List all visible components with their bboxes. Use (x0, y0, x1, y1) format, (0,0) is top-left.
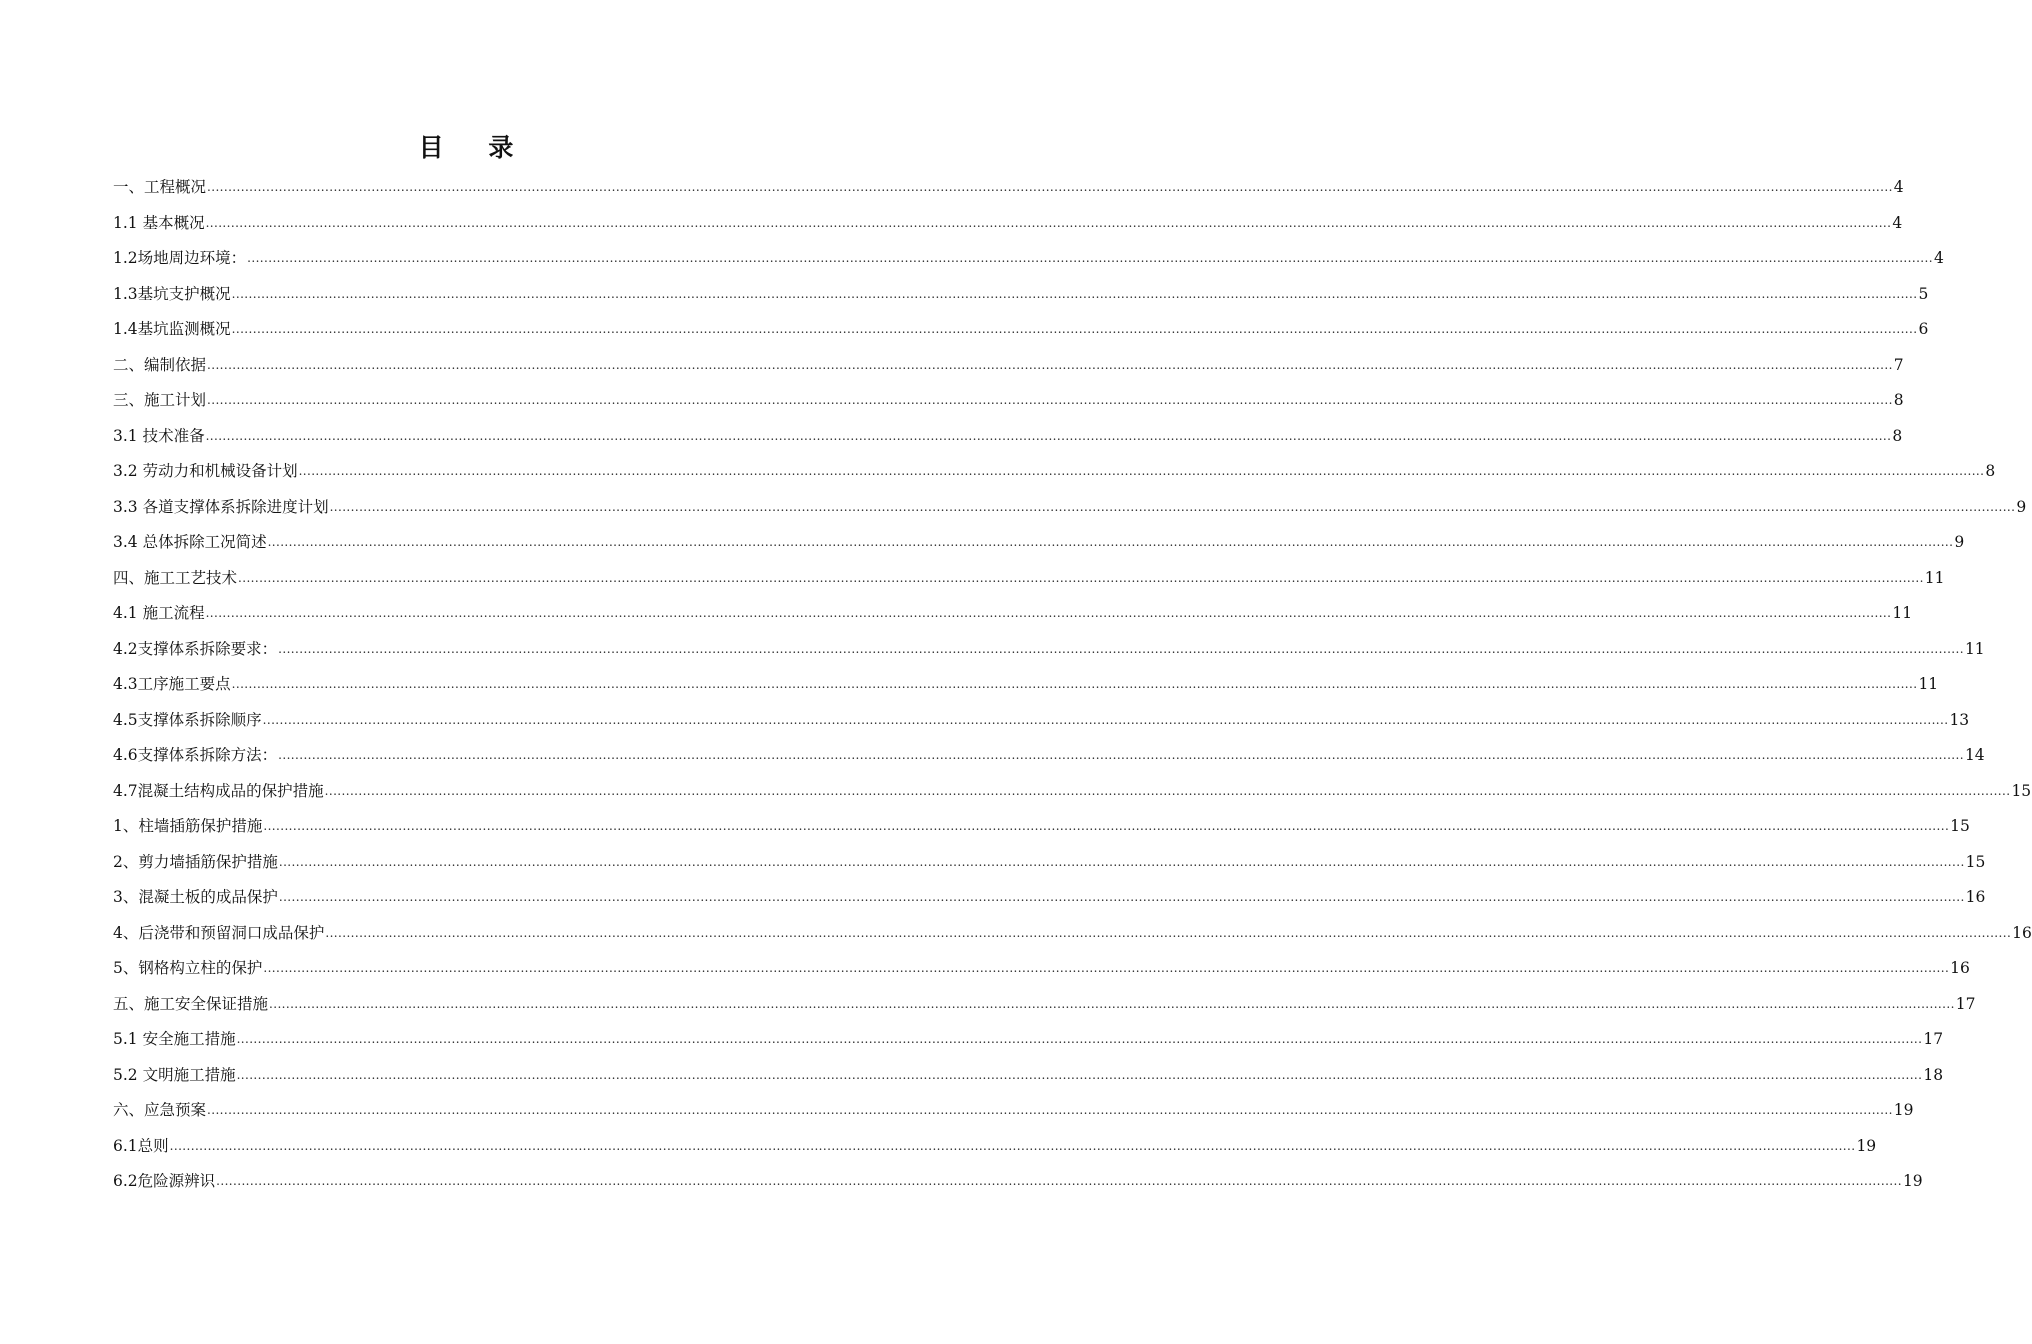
toc-dot-leader: ................................................................................................................................................................................................................................................................................................................................................................................................................ (205, 428, 1892, 443)
toc-dot-leader: ................................................................................................................................................................................................................................................................................................................................................................................................................ (278, 641, 1964, 656)
toc-entry-page-number: 19 (1893, 1101, 1914, 1119)
toc-dot-leader: ................................................................................................................................................................................................................................................................................................................................................................................................................ (278, 890, 1965, 904)
toc-entry-label: 三、施工计划 (113, 391, 207, 409)
toc-entry[interactable] (113, 667, 1939, 703)
toc-entry-page-number: 15 (1965, 852, 1986, 871)
toc-entry-page-number: 17 (1923, 1030, 1944, 1048)
toc-entry-page-number: 11 (1892, 604, 1913, 622)
toc-dot-leader: ................................................................................................................................................................................................................................................................................................................................................................................................................ (205, 215, 1892, 230)
toc-entry[interactable] (113, 1058, 1944, 1094)
toc-entry[interactable] (113, 454, 1996, 490)
toc-entry-page-number: 6 (1918, 320, 1929, 338)
toc-entry[interactable] (113, 809, 1970, 845)
toc-entry-page-number: 4 (1892, 213, 1903, 232)
toc-entry-label: 6.2危险源辨识 (113, 1172, 216, 1190)
toc-dot-leader: ................................................................................................................................................................................................................................................................................................................................................................................................................ (329, 499, 2016, 514)
toc-entry-page-number: 15 (2011, 781, 2032, 800)
toc-entry-label: 4.3工序施工要点 (113, 675, 231, 693)
toc-entry[interactable] (113, 277, 1929, 313)
toc-entry-label: 一、工程概况 (113, 178, 207, 196)
toc-dot-leader: ................................................................................................................................................................................................................................................................................................................................................................................................................ (231, 677, 1918, 691)
toc-entry[interactable] (113, 348, 1904, 384)
toc-dot-leader: ................................................................................................................................................................................................................................................................................................................................................................................................................ (298, 464, 1985, 478)
toc-entry[interactable] (113, 703, 1970, 739)
toc-entry[interactable] (113, 916, 2032, 952)
toc-entry-label: 五、施工安全保证措施 (113, 994, 269, 1013)
toc-dot-leader: ................................................................................................................................................................................................................................................................................................................................................................................................................ (262, 712, 1949, 727)
toc-entry-label: 3.4 总体拆除工况简述 (113, 533, 267, 551)
toc-dot-leader: ................................................................................................................................................................................................................................................................................................................................................................................................................ (236, 1067, 1923, 1082)
toc-entry-label: 1.4基坑监测概况 (113, 320, 231, 338)
toc-dot-leader: ................................................................................................................................................................................................................................................................................................................................................................................................................ (169, 1138, 1856, 1153)
toc-entry[interactable] (113, 312, 1929, 348)
toc-entry-page-number: 11 (1924, 568, 1945, 587)
toc-entry-label: 1.1 基本概况 (113, 213, 205, 232)
toc-dot-leader: ................................................................................................................................................................................................................................................................................................................................................................................................................ (207, 393, 1893, 407)
toc-entry-page-number: 16 (1965, 888, 1986, 906)
toc-entry-label: 4.1 施工流程 (113, 604, 205, 622)
toc-entry[interactable] (113, 241, 1944, 277)
toc-entry-page-number: 9 (2016, 497, 2027, 516)
toc-entry-page-number: 11 (1964, 639, 1985, 658)
toc-entry[interactable] (113, 170, 1904, 206)
toc-entry[interactable] (113, 561, 1945, 597)
toc-entry-label: 4.6支撑体系拆除方法： (113, 746, 278, 764)
toc-entry-page-number: 17 (1955, 994, 1976, 1013)
toc-entry-page-number: 7 (1893, 355, 1904, 374)
toc-entry-page-number: 5 (1918, 284, 1929, 303)
toc-dot-leader: ................................................................................................................................................................................................................................................................................................................................................................................................................ (325, 925, 2012, 940)
toc-dot-leader: ................................................................................................................................................................................................................................................................................................................................................................................................................ (231, 322, 1918, 336)
toc-entry-label: 3.1 技术准备 (113, 426, 205, 445)
toc-entry[interactable] (113, 1093, 1914, 1129)
toc-entry-label: 5.2 文明施工措施 (113, 1065, 236, 1084)
toc-dot-leader: ................................................................................................................................................................................................................................................................................................................................................................................................................ (216, 1174, 1902, 1188)
toc-dot-leader: ................................................................................................................................................................................................................................................................................................................................................................................................................ (267, 535, 1954, 549)
toc-entry[interactable] (113, 1022, 1944, 1058)
toc-dot-leader: ................................................................................................................................................................................................................................................................................................................................................................................................................ (238, 570, 1924, 585)
toc-entry-label: 1.3基坑支护概况 (113, 284, 231, 303)
toc-entry-label: 四、施工工艺技术 (113, 568, 238, 587)
toc-entry-label: 5、钢格构立柱的保护 (113, 959, 263, 977)
toc-entry-label: 六、应急预案 (113, 1101, 207, 1119)
toc-dot-leader: ................................................................................................................................................................................................................................................................................................................................................................................................................ (207, 357, 1893, 372)
toc-entry-page-number: 15 (1950, 817, 1970, 835)
toc-entry[interactable] (113, 951, 1970, 987)
toc-entry[interactable] (113, 738, 1985, 774)
toc-dot-leader: ................................................................................................................................................................................................................................................................................................................................................................................................................ (269, 996, 1955, 1011)
toc-entry-label: 1.2场地周边环境： (113, 249, 247, 267)
toc-entry[interactable] (113, 774, 2032, 810)
toc-entry-page-number: 9 (1954, 533, 1965, 551)
toc-list (113, 170, 2032, 1200)
toc-entry[interactable] (113, 987, 1976, 1023)
toc-entry-page-number: 14 (1964, 746, 1985, 764)
toc-entry-page-number: 16 (2012, 923, 2032, 942)
toc-entry-label: 6.1总则 (113, 1136, 169, 1155)
toc-entry[interactable] (113, 1129, 1877, 1165)
toc-title: 目 录 (418, 133, 532, 162)
toc-entry[interactable] (113, 880, 1986, 916)
toc-entry-label: 1、柱墙插筋保护措施 (113, 817, 263, 835)
toc-entry[interactable] (113, 525, 1965, 561)
toc-entry-label: 4.7混凝土结构成品的保护措施 (113, 781, 324, 800)
toc-entry-page-number: 8 (1985, 462, 1996, 480)
toc-entry-page-number: 4 (1893, 178, 1904, 196)
toc-entry-page-number: 19 (1902, 1172, 1923, 1190)
toc-dot-leader: ................................................................................................................................................................................................................................................................................................................................................................................................................ (263, 961, 1950, 975)
toc-dot-leader: ................................................................................................................................................................................................................................................................................................................................................................................................................ (247, 251, 1933, 265)
toc-entry[interactable] (113, 632, 1985, 668)
toc-entry[interactable] (113, 383, 1904, 419)
toc-entry[interactable] (113, 596, 1913, 632)
toc-dot-leader: ................................................................................................................................................................................................................................................................................................................................................................................................................ (207, 180, 1893, 194)
toc-entry-page-number: 13 (1949, 710, 1970, 729)
toc-dot-leader: ................................................................................................................................................................................................................................................................................................................................................................................................................ (324, 783, 2011, 798)
toc-entry-label: 5.1 安全施工措施 (113, 1030, 236, 1048)
toc-dot-leader: ................................................................................................................................................................................................................................................................................................................................................................................................................ (263, 819, 1950, 833)
toc-entry[interactable] (113, 490, 2027, 526)
toc-entry-label: 3.3 各道支撑体系拆除进度计划 (113, 497, 329, 516)
toc-entry-label: 4.2支撑体系拆除要求： (113, 639, 278, 658)
toc-entry-label: 3、混凝土板的成品保护 (113, 888, 278, 906)
toc-entry-page-number: 8 (1893, 391, 1904, 409)
toc-entry-label: 二、编制依据 (113, 355, 207, 374)
toc-entry-label: 2、剪力墙插筋保护措施 (113, 852, 278, 871)
toc-dot-leader: ................................................................................................................................................................................................................................................................................................................................................................................................................ (278, 748, 1964, 762)
toc-entry-label: 3.2 劳动力和机械设备计划 (113, 462, 298, 480)
toc-entry-label: 4.5支撑体系拆除顺序 (113, 710, 262, 729)
toc-entry-page-number: 4 (1933, 249, 1944, 267)
toc-dot-leader: ................................................................................................................................................................................................................................................................................................................................................................................................................ (278, 854, 1965, 869)
toc-entry-page-number: 16 (1950, 959, 1970, 977)
toc-entry-page-number: 18 (1923, 1065, 1944, 1084)
toc-entry-label: 4、后浇带和预留洞口成品保护 (113, 923, 325, 942)
toc-dot-leader: ................................................................................................................................................................................................................................................................................................................................................................................................................ (205, 606, 1892, 620)
toc-dot-leader: ................................................................................................................................................................................................................................................................................................................................................................................................................ (207, 1103, 1893, 1117)
toc-entry[interactable] (113, 206, 1903, 242)
toc-entry[interactable] (113, 1164, 1923, 1200)
toc-entry-page-number: 8 (1892, 426, 1903, 445)
toc-entry-page-number: 19 (1856, 1136, 1877, 1155)
toc-dot-leader: ................................................................................................................................................................................................................................................................................................................................................................................................................ (236, 1032, 1923, 1046)
toc-entry[interactable] (113, 845, 1986, 881)
toc-entry[interactable] (113, 419, 1903, 455)
toc-dot-leader: ................................................................................................................................................................................................................................................................................................................................................................................................................ (231, 286, 1918, 301)
toc-entry-page-number: 11 (1918, 675, 1939, 693)
